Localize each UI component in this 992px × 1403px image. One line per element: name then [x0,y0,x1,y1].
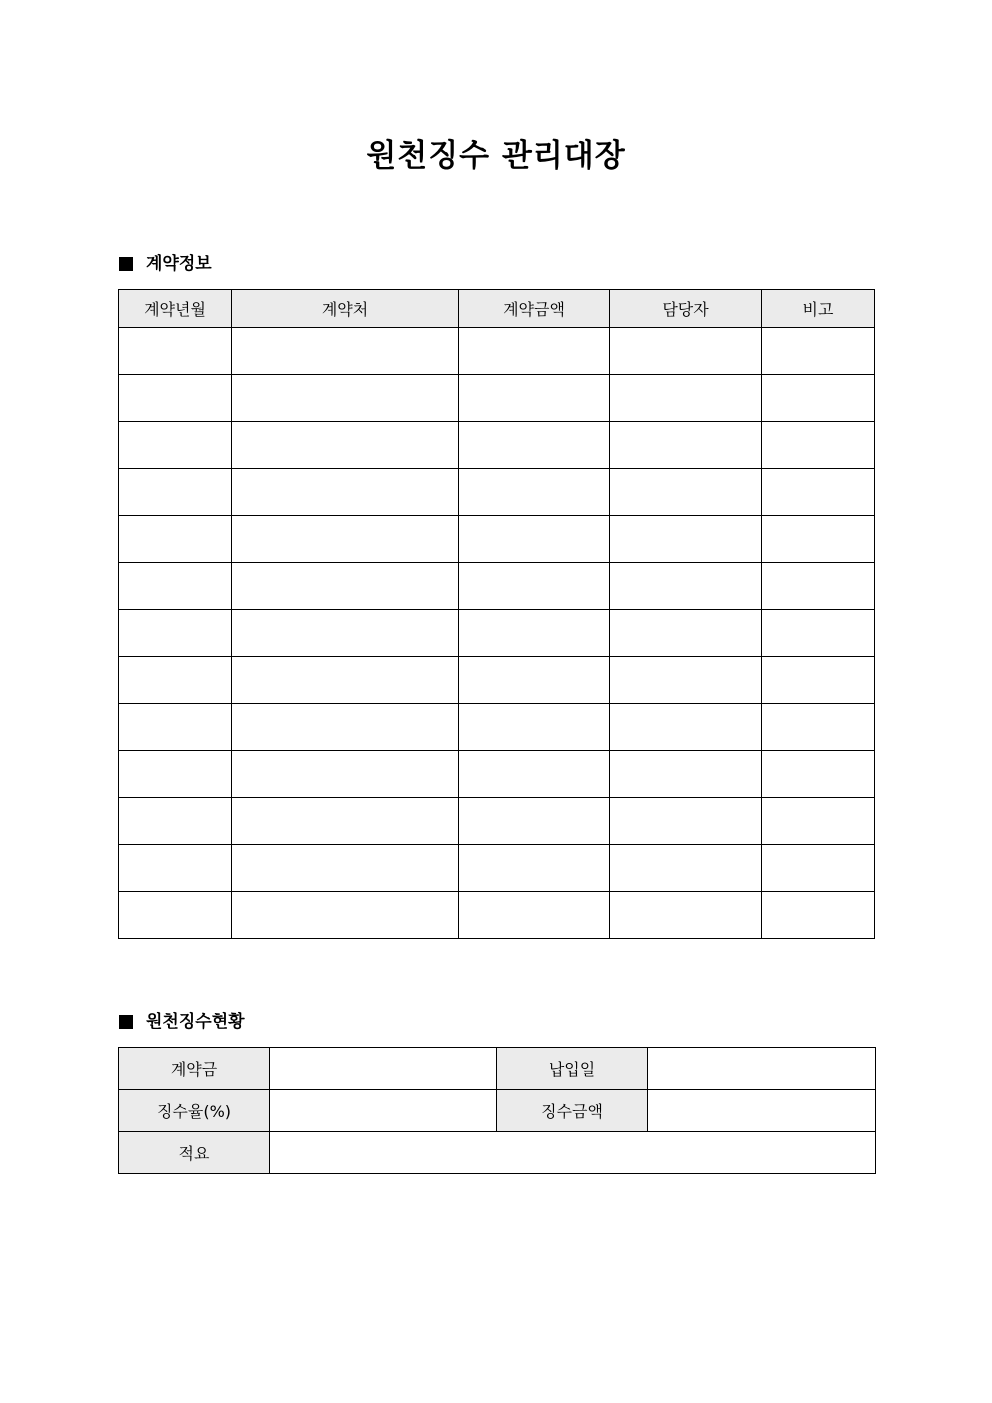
contract-table-header-row [119,290,875,328]
cell-manager[interactable] [610,375,762,422]
cell-contractor[interactable] [232,657,459,704]
table-row [119,798,875,845]
cell-contractor[interactable] [232,610,459,657]
cell-manager[interactable] [610,610,762,657]
cell-contract-amount[interactable] [459,422,610,469]
cell-note[interactable] [762,657,875,704]
cell-contract-amount[interactable] [459,516,610,563]
cell-manager[interactable] [610,798,762,845]
column-header-note: 비고 [762,290,875,328]
status-section-title: 원천징수현황 [146,1012,245,1032]
cell-contract-amount[interactable] [459,798,610,845]
withholding-rate-label: 징수율(%) [119,1090,270,1132]
table-row [119,563,875,610]
cell-contract-month[interactable] [119,704,232,751]
status-row [119,1090,876,1132]
cell-manager[interactable] [610,469,762,516]
cell-contract-amount[interactable] [459,563,610,610]
table-row [119,892,875,939]
column-header-contractor: 계약처 [232,290,459,328]
table-row [119,704,875,751]
square-bullet-icon [119,257,133,271]
column-header-contract-amount: 계약금액 [459,290,610,328]
table-row [119,610,875,657]
remarks-field[interactable] [270,1132,876,1174]
cell-note[interactable] [762,328,875,375]
withholding-rate-field[interactable] [270,1090,497,1132]
table-row [119,657,875,704]
cell-contract-month[interactable] [119,563,232,610]
cell-manager[interactable] [610,328,762,375]
cell-note[interactable] [762,892,875,939]
cell-contract-month[interactable] [119,751,232,798]
cell-contract-month[interactable] [119,845,232,892]
status-table [118,1047,876,1174]
cell-contract-amount[interactable] [459,704,610,751]
cell-contract-month[interactable] [119,657,232,704]
cell-manager[interactable] [610,845,762,892]
cell-contractor[interactable] [232,563,459,610]
cell-contractor[interactable] [232,704,459,751]
cell-manager[interactable] [610,657,762,704]
cell-manager[interactable] [610,751,762,798]
column-header-contract-month: 계약년월 [119,290,232,328]
cell-note[interactable] [762,751,875,798]
table-row [119,375,875,422]
cell-contract-amount[interactable] [459,751,610,798]
table-row [119,845,875,892]
contract-section-title: 계약정보 [146,254,212,274]
cell-manager[interactable] [610,422,762,469]
cell-contract-amount[interactable] [459,375,610,422]
cell-note[interactable] [762,563,875,610]
cell-contractor[interactable] [232,328,459,375]
cell-contract-month[interactable] [119,328,232,375]
table-row [119,328,875,375]
cell-contract-month[interactable] [119,516,232,563]
status-row [119,1132,876,1174]
cell-contractor[interactable] [232,422,459,469]
cell-manager[interactable] [610,892,762,939]
status-row [119,1048,876,1090]
cell-note[interactable] [762,704,875,751]
cell-contract-month[interactable] [119,375,232,422]
cell-contract-amount[interactable] [459,469,610,516]
cell-contractor[interactable] [232,892,459,939]
cell-note[interactable] [762,845,875,892]
withholding-amount-label: 징수금액 [497,1090,648,1132]
cell-contractor[interactable] [232,375,459,422]
cell-contract-month[interactable] [119,469,232,516]
cell-note[interactable] [762,375,875,422]
cell-contract-amount[interactable] [459,610,610,657]
cell-contractor[interactable] [232,516,459,563]
cell-note[interactable] [762,469,875,516]
cell-contractor[interactable] [232,751,459,798]
cell-note[interactable] [762,610,875,657]
contract-section-heading [119,253,212,275]
cell-manager[interactable] [610,704,762,751]
cell-contract-month[interactable] [119,798,232,845]
cell-contract-month[interactable] [119,422,232,469]
table-row [119,422,875,469]
cell-contractor[interactable] [232,798,459,845]
cell-contractor[interactable] [232,845,459,892]
cell-note[interactable] [762,798,875,845]
cell-contract-amount[interactable] [459,892,610,939]
remarks-label: 적요 [119,1132,270,1174]
status-section-heading [119,1011,245,1033]
square-bullet-icon [119,1015,133,1029]
table-row [119,469,875,516]
contract-amount-label: 계약금 [119,1048,270,1090]
cell-contract-amount[interactable] [459,328,610,375]
withholding-amount-field[interactable] [648,1090,876,1132]
cell-contract-amount[interactable] [459,845,610,892]
table-row [119,751,875,798]
cell-contract-amount[interactable] [459,657,610,704]
cell-contract-month[interactable] [119,892,232,939]
cell-note[interactable] [762,516,875,563]
payment-date-field[interactable] [648,1048,876,1090]
table-row [119,516,875,563]
contract-table [118,289,875,939]
payment-date-label: 납입일 [497,1048,648,1090]
cell-contract-month[interactable] [119,610,232,657]
cell-note[interactable] [762,422,875,469]
cell-manager[interactable] [610,516,762,563]
column-header-manager: 담당자 [610,290,762,328]
cell-manager[interactable] [610,563,762,610]
cell-contractor[interactable] [232,469,459,516]
contract-amount-field[interactable] [270,1048,497,1090]
document-title: 원천징수 관리대장 [366,138,626,174]
